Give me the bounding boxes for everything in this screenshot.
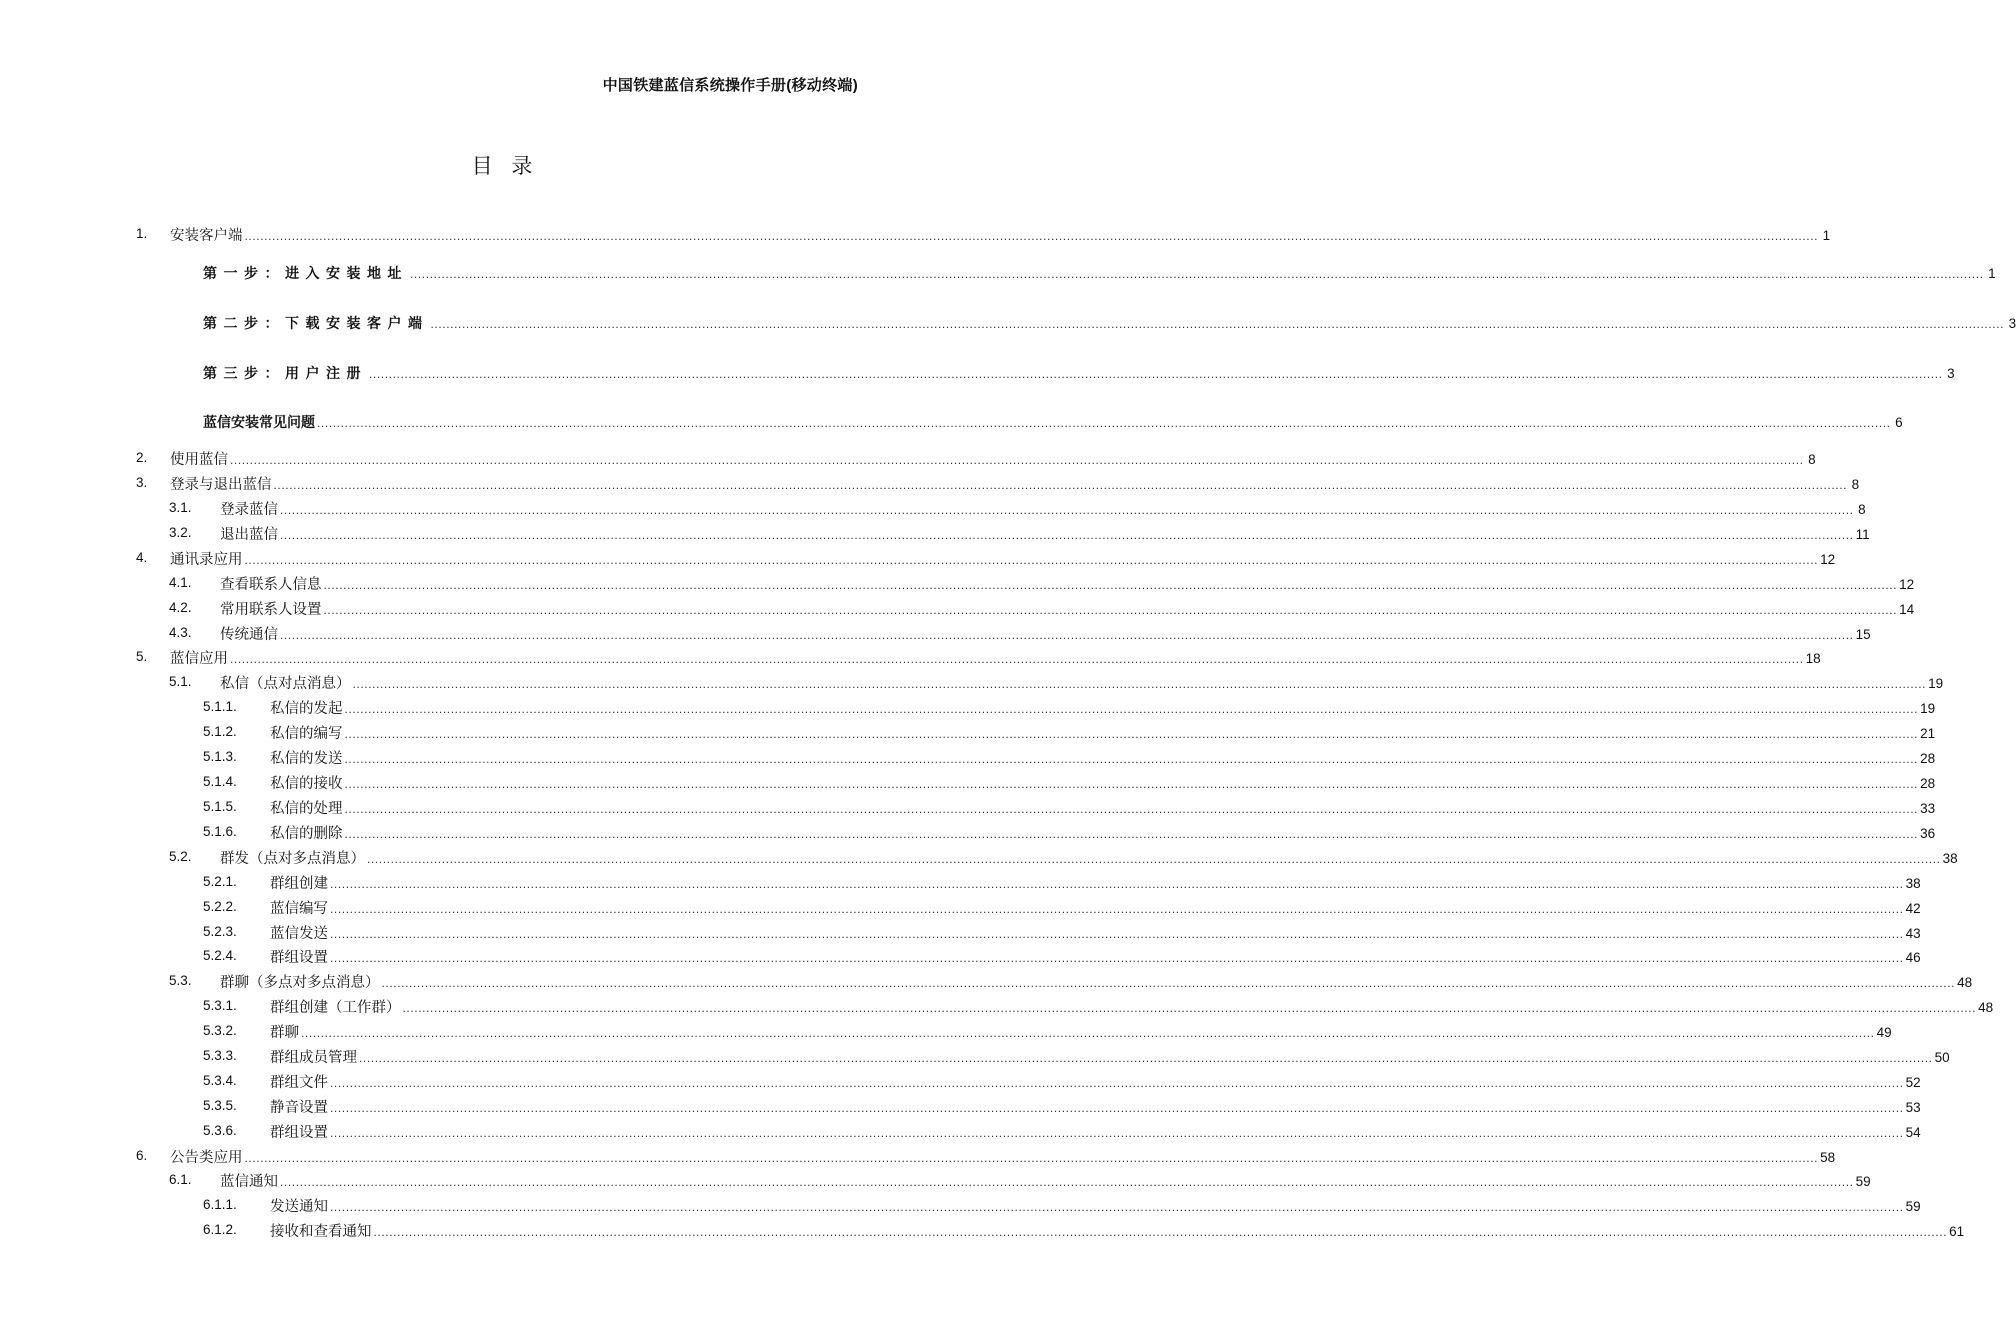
toc-title: 目 录 [471, 154, 539, 178]
toc-entry[interactable] [270, 1098, 1921, 1118]
toc-leader-dots: ................................................................................................................................................................................................................................................................................................................................................................................................................ [230, 652, 1804, 666]
toc-leader-dots: ................................................................................................................................................................................................................................................................................................................................................................................................................ [330, 1126, 1904, 1140]
toc-entry-page: 12 [1899, 577, 1915, 592]
toc-entry-label: 查看联系人信息 [220, 577, 322, 593]
toc-entry[interactable] [270, 1073, 1921, 1093]
toc-entry-number: 4.2. [169, 600, 192, 615]
toc-leader-dots: ................................................................................................................................................................................................................................................................................................................................................................................................................ [359, 1051, 1933, 1065]
toc-leader-dots: ................................................................................................................................................................................................................................................................................................................................................................................................................ [323, 578, 1898, 592]
toc-entry-label: 蓝信通知 [220, 1174, 278, 1190]
toc-entry[interactable] [270, 998, 1994, 1018]
toc-entry-page: 48 [1957, 975, 1973, 990]
toc-entry-page: 8 [1808, 452, 1816, 467]
toc-leader-dots: ................................................................................................................................................................................................................................................................................................................................................................................................................ [402, 1001, 1977, 1015]
toc-entry[interactable] [170, 475, 1860, 495]
toc-entry-page: 46 [1905, 950, 1921, 965]
toc-entry-page: 28 [1920, 751, 1936, 766]
toc-entry-label: 私信的发起 [270, 701, 343, 717]
toc-entry-label: 群聊 [270, 1025, 299, 1041]
toc-entry-label: 蓝信安装常见问题 [203, 414, 315, 430]
toc-leader-dots: ................................................................................................................................................................................................................................................................................................................................................................................................................ [330, 902, 1904, 916]
toc-leader-dots: ................................................................................................................................................................................................................................................................................................................................................................................................................ [330, 1101, 1904, 1115]
toc-entry[interactable] [270, 899, 1921, 919]
toc-entry-number: 4.3. [169, 625, 192, 640]
toc-entry-label: 安装客户端 [170, 228, 243, 244]
toc-entry-label: 私信的编写 [270, 726, 343, 742]
toc-leader-dots: ................................................................................................................................................................................................................................................................................................................................................................................................................ [344, 702, 1919, 716]
toc-entry-number: 6.1.1. [203, 1197, 237, 1212]
toc-entry-page: 8 [1851, 477, 1860, 492]
toc-entry-page: 15 [1855, 627, 1871, 642]
toc-entry-label: 第一步：进入安装地址 [203, 265, 408, 281]
toc-entry[interactable] [203, 263, 1996, 283]
toc-entry[interactable] [220, 1172, 1871, 1192]
toc-entry-label: 退出蓝信 [220, 527, 278, 543]
toc-entry[interactable] [270, 749, 1936, 769]
toc-entry-page: 12 [1820, 552, 1836, 567]
toc-entry-page: 59 [1855, 1174, 1871, 1189]
toc-entry-page: 33 [1920, 801, 1936, 816]
toc-entry[interactable] [270, 774, 1936, 794]
toc-entry-number: 5.2.1. [203, 874, 237, 889]
toc-entry-label: 使用蓝信 [170, 452, 228, 468]
toc-entry-number: 5.1.2. [203, 724, 237, 739]
toc-entry-label: 私信的接收 [270, 776, 343, 792]
toc-entry[interactable] [270, 874, 1921, 894]
toc-entry-page: 3 [1947, 366, 1955, 381]
toc-entry[interactable] [170, 649, 1821, 669]
document-header: 中国铁建蓝信系统操作手册(移动终端) [602, 77, 858, 94]
toc-entry[interactable] [203, 412, 1903, 432]
toc-leader-dots: ................................................................................................................................................................................................................................................................................................................................................................................................................ [280, 528, 1854, 542]
toc-entry-label: 群聊（多点对多点消息） [220, 975, 380, 991]
toc-entry-label: 第三步：用户注册 [203, 365, 367, 381]
toc-entry-number: 5.3. [169, 973, 192, 988]
toc-entry-page: 58 [1820, 1150, 1836, 1165]
toc-entry[interactable] [270, 1197, 1921, 1217]
toc-entry[interactable] [270, 948, 1921, 968]
toc-entry-label: 群组成员管理 [270, 1050, 357, 1066]
toc-entry-label: 群组创建（工作群） [270, 1000, 401, 1016]
toc-leader-dots: ................................................................................................................................................................................................................................................................................................................................................................................................................ [244, 229, 1819, 243]
toc-entry[interactable] [220, 525, 1870, 545]
toc-leader-dots: ................................................................................................................................................................................................................................................................................................................................................................................................................ [410, 267, 1984, 281]
toc-entry[interactable] [170, 1148, 1836, 1168]
toc-entry-label: 蓝信发送 [270, 926, 328, 942]
toc-entry[interactable] [220, 973, 1973, 993]
toc-entry-number: 6.1. [169, 1172, 192, 1187]
toc-entry-page: 21 [1920, 726, 1936, 741]
toc-leader-dots: ................................................................................................................................................................................................................................................................................................................................................................................................................ [244, 1151, 1819, 1165]
toc-leader-dots: ................................................................................................................................................................................................................................................................................................................................................................................................................ [230, 453, 1804, 467]
toc-entry-number: 5.1.1. [203, 699, 237, 714]
toc-entry-page: 50 [1934, 1050, 1950, 1065]
toc-entry-page: 53 [1905, 1100, 1921, 1115]
toc-entry-page: 54 [1905, 1125, 1921, 1140]
toc-entry-page: 18 [1805, 651, 1821, 666]
toc-entry[interactable] [270, 924, 1921, 944]
toc-entry[interactable] [270, 1222, 1965, 1242]
toc-leader-dots: ................................................................................................................................................................................................................................................................................................................................................................................................................ [244, 553, 1819, 567]
toc-entry[interactable] [270, 1123, 1921, 1143]
toc-entry[interactable] [270, 724, 1936, 744]
toc-entry-label: 常用联系人设置 [220, 602, 322, 618]
toc-leader-dots: ................................................................................................................................................................................................................................................................................................................................................................................................................ [344, 727, 1919, 741]
toc-entry-number: 5.1.5. [203, 799, 237, 814]
toc-entry-page: 36 [1920, 826, 1936, 841]
toc-entry-label: 传统通信 [220, 627, 278, 643]
toc-leader-dots: ................................................................................................................................................................................................................................................................................................................................................................................................................ [323, 603, 1898, 617]
toc-entry-page: 1 [1822, 228, 1831, 243]
toc-entry-number: 5.3.4. [203, 1073, 237, 1088]
toc-leader-dots: ................................................................................................................................................................................................................................................................................................................................................................................................................ [280, 503, 1854, 517]
toc-entry-label: 群组设置 [270, 950, 328, 966]
toc-entry-label: 公告类应用 [170, 1150, 243, 1166]
toc-entry-page: 19 [1928, 676, 1944, 691]
toc-entry-page: 3 [2008, 316, 2016, 331]
toc-entry-number: 5.1.6. [203, 824, 237, 839]
toc-entry-number: 3.2. [169, 525, 192, 540]
toc-leader-dots: ................................................................................................................................................................................................................................................................................................................................................................................................................ [280, 628, 1854, 642]
toc-leader-dots: ................................................................................................................................................................................................................................................................................................................................................................................................................ [381, 976, 1956, 990]
toc-entry[interactable] [220, 674, 1944, 694]
toc-leader-dots: ................................................................................................................................................................................................................................................................................................................................................................................................................ [369, 367, 1943, 381]
toc-entry-page: 42 [1905, 901, 1921, 916]
toc-entry-label: 通讯录应用 [170, 552, 243, 568]
toc-entry[interactable] [220, 625, 1871, 645]
toc-entry-label: 群组文件 [270, 1075, 328, 1091]
toc-leader-dots: ................................................................................................................................................................................................................................................................................................................................................................................................................ [352, 677, 1927, 691]
toc-entry-number: 5.3.6. [203, 1123, 237, 1138]
toc-leader-dots: ................................................................................................................................................................................................................................................................................................................................................................................................................ [330, 1200, 1904, 1214]
toc-entry-page: 19 [1920, 701, 1936, 716]
toc-entry[interactable] [270, 799, 1936, 819]
toc-entry-label: 群组设置 [270, 1125, 328, 1141]
toc-entry-page: 38 [1942, 851, 1958, 866]
toc-entry-page: 28 [1920, 776, 1936, 791]
toc-entry-number: 5.2.4. [203, 948, 237, 963]
toc-entry[interactable] [170, 550, 1836, 570]
toc-entry-page: 59 [1905, 1199, 1921, 1214]
toc-entry-number: 5.1.4. [203, 774, 237, 789]
toc-leader-dots: ................................................................................................................................................................................................................................................................................................................................................................................................................ [344, 802, 1919, 816]
toc-entry-label: 蓝信编写 [270, 901, 328, 917]
toc-leader-dots: ................................................................................................................................................................................................................................................................................................................................................................................................................ [330, 951, 1904, 965]
toc-entry-number: 4.1. [169, 575, 192, 590]
toc-entry-number: 6.1.2. [203, 1222, 237, 1237]
toc-entry[interactable] [270, 1048, 1950, 1068]
toc-leader-dots: ................................................................................................................................................................................................................................................................................................................................................................................................................ [344, 752, 1919, 766]
toc-entry[interactable] [170, 450, 1816, 470]
toc-leader-dots: ................................................................................................................................................................................................................................................................................................................................................................................................................ [317, 416, 1891, 430]
toc-entry[interactable] [270, 824, 1936, 844]
toc-entry[interactable] [203, 313, 2016, 333]
toc-entry-number: 3.1. [169, 500, 192, 515]
toc-leader-dots: ................................................................................................................................................................................................................................................................................................................................................................................................................ [367, 852, 1941, 866]
toc-entry-label: 蓝信应用 [170, 651, 228, 667]
toc-entry[interactable] [170, 226, 1831, 246]
toc-entry-page: 48 [1978, 1000, 1994, 1015]
toc-leader-dots: ................................................................................................................................................................................................................................................................................................................................................................................................................ [301, 1026, 1875, 1040]
toc-leader-dots: ................................................................................................................................................................................................................................................................................................................................................................................................................ [344, 827, 1919, 841]
toc-entry-label: 私信的发送 [270, 751, 343, 767]
toc-entry-label: 登录与退出蓝信 [170, 477, 272, 493]
toc-entry[interactable] [203, 363, 1955, 383]
toc-entry-page: 8 [1858, 502, 1866, 517]
toc-entry-label: 发送通知 [270, 1199, 328, 1215]
toc-entry-page: 6 [1895, 415, 1903, 430]
toc-entry-page: 49 [1876, 1025, 1892, 1040]
toc-entry-label: 私信的处理 [270, 801, 343, 817]
toc-entry-page: 38 [1905, 876, 1921, 891]
toc-entry-page: 52 [1905, 1075, 1921, 1090]
toc-entry-label: 群组创建 [270, 876, 328, 892]
toc-entry-label: 登录蓝信 [220, 502, 278, 518]
toc-leader-dots: ................................................................................................................................................................................................................................................................................................................................................................................................................ [280, 1175, 1854, 1189]
toc-leader-dots: ................................................................................................................................................................................................................................................................................................................................................................................................................ [273, 478, 1848, 492]
toc-entry[interactable] [270, 699, 1936, 719]
toc-leader-dots: ................................................................................................................................................................................................................................................................................................................................................................................................................ [344, 777, 1919, 791]
toc-entry-number: 5.3.1. [203, 998, 237, 1013]
toc-entry-number: 5.1. [169, 674, 192, 689]
toc-leader-dots: ................................................................................................................................................................................................................................................................................................................................................................................................................ [373, 1225, 1948, 1239]
toc-entry-page: 61 [1949, 1224, 1965, 1239]
toc-entry-page: 43 [1905, 926, 1921, 941]
toc-entry-label: 群发（点对多点消息） [220, 851, 365, 867]
toc-entry[interactable] [270, 1023, 1892, 1043]
toc-entry[interactable] [220, 600, 1915, 620]
toc-leader-dots: ................................................................................................................................................................................................................................................................................................................................................................................................................ [430, 317, 2005, 331]
toc-entry-number: 5.3.5. [203, 1098, 237, 1113]
toc-entry-label: 私信的删除 [270, 826, 343, 842]
toc-entry[interactable] [220, 500, 1866, 520]
toc-entry-page: 14 [1899, 602, 1915, 617]
toc-entry-page: 11 [1855, 527, 1870, 542]
toc-entry-number: 5.1.3. [203, 749, 237, 764]
toc-leader-dots: ................................................................................................................................................................................................................................................................................................................................................................................................................ [330, 877, 1904, 891]
toc-entry-number: 1. [136, 226, 148, 241]
toc-entry-number: 5.2.3. [203, 924, 237, 939]
toc-entry-number: 4. [136, 550, 148, 565]
toc-entry-number: 5. [136, 649, 148, 664]
toc-entry-label: 私信（点对点消息） [220, 676, 351, 692]
toc-entry-label: 接收和查看通知 [270, 1224, 372, 1240]
toc-entry[interactable] [220, 575, 1915, 595]
toc-entry-label: 第二步：下载安装客户端 [203, 315, 429, 331]
toc-leader-dots: ................................................................................................................................................................................................................................................................................................................................................................................................................ [330, 1076, 1904, 1090]
toc-entry-label: 静音设置 [270, 1100, 328, 1116]
toc-entry[interactable] [220, 849, 1958, 869]
toc-entry-number: 2. [136, 450, 148, 465]
toc-entry-number: 3. [136, 475, 148, 490]
toc-entry-number: 5.2.2. [203, 899, 237, 914]
toc-entry-number: 5.2. [169, 849, 192, 864]
toc-entry-number: 5.3.2. [203, 1023, 237, 1038]
toc-entry-page: 1 [1988, 266, 1996, 281]
toc-entry-number: 6. [136, 1148, 148, 1163]
toc-leader-dots: ................................................................................................................................................................................................................................................................................................................................................................................................................ [330, 927, 1904, 941]
toc-entry-number: 5.3.3. [203, 1048, 237, 1063]
